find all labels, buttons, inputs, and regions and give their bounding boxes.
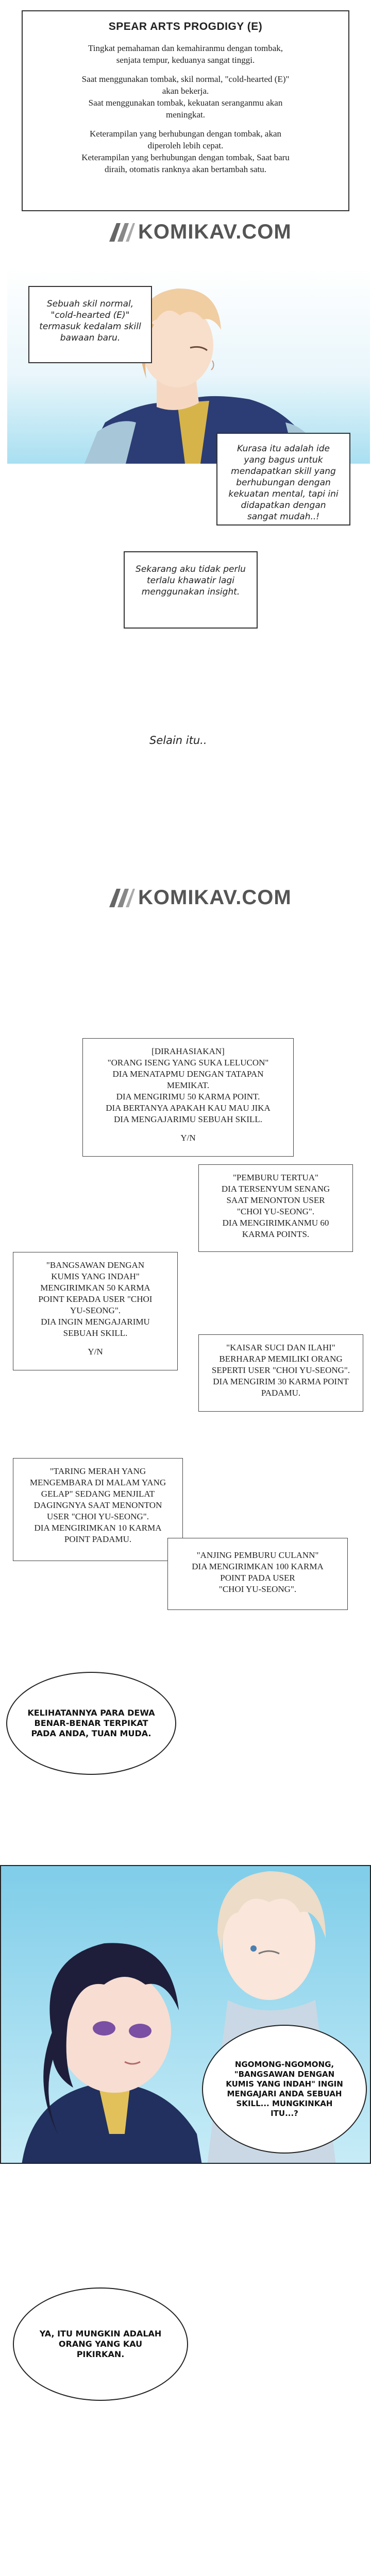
message-line: SAAT MENONTON USER	[226, 1195, 325, 1205]
message-line: DIA MENGIRIMKAN 100 KARMA	[192, 1562, 324, 1571]
message-line: POINT PADA USER	[220, 1573, 295, 1583]
speech-text: NGOMONG-NGOMONG, "BANGSAWAN DENGAN KUMIS YANG INDAH" INGIN MENGAJARI ANDA SEBUAH SKILL... MUNGKINKAH ITU...?	[226, 2060, 343, 2118]
message-line: KUMIS YANG INDAH"	[51, 1272, 140, 1281]
message-line: USER "CHOI YU-SEONG".	[47, 1512, 149, 1521]
watermark	[108, 221, 292, 244]
message-line: DIA TERSENYUM SENANG	[221, 1184, 330, 1194]
message-line: "ORANG ISENG YANG SUKA LELUCON"	[107, 1058, 269, 1067]
message-line: DIA BERTANYA APAKAH KAU MAU JIKA	[106, 1103, 271, 1113]
message-line: "TARING MERAH YANG	[49, 1466, 146, 1476]
skill-line: Keterampilan yang berhubungan dengan tombak, Saat baru	[81, 152, 290, 162]
message-line: "KAISAR SUCI DAN ILAHI"	[226, 1343, 335, 1352]
skill-title: SPEAR ARTS PROGDIGY (E)	[108, 21, 263, 32]
komikav-logo-icon	[108, 222, 135, 243]
skill-description-box	[22, 10, 349, 211]
message-line: DIA INGIN MENGAJARIMU	[41, 1317, 150, 1327]
narration-box-2	[216, 433, 350, 526]
message-line: POINT PADAMU.	[64, 1534, 132, 1544]
watermark-text: KOMIKAV.COM	[138, 886, 292, 909]
narration-box-1	[28, 286, 152, 363]
narration-text: Sekarang aku tidak perlu terlalu khawatir lagi menggunakan insight.	[136, 564, 246, 597]
watermark-text: KOMIKAV.COM	[138, 221, 292, 243]
message-line: MEMIKAT.	[166, 1080, 210, 1090]
speech-bubble-3	[13, 2287, 188, 2401]
narration-box-3	[124, 551, 258, 629]
message-line: DAGINGNYA SAAT MENONTON	[33, 1500, 162, 1510]
skill-line: Saat menggunakan tombak, kekuatan seranganmu akan	[88, 98, 283, 108]
message-line: BERHARAP MEMILIKI ORANG	[219, 1354, 343, 1364]
message-line: DIA MENGIRIMKAN 10 KARMA	[34, 1523, 162, 1533]
narration-selain: Selain itu..	[149, 734, 207, 747]
message-line: MENGEMBARA DI MALAM YANG	[29, 1478, 166, 1487]
message-line: SEPERTI USER "CHOI YU-SEONG".	[211, 1365, 350, 1375]
skill-line: Tingkat pemahaman dan kemahiranmu dengan tombak,	[88, 43, 283, 53]
speech-text: YA, ITU MUNGKIN ADALAH ORANG YANG KAU PIKIRKAN.	[39, 2329, 162, 2359]
message-line: "CHOI YU-SEONG".	[237, 1207, 315, 1216]
message-line: POINT KEPADA USER "CHOI	[38, 1294, 153, 1304]
karma-message-6	[167, 1538, 348, 1610]
skill-line: diperoleh lebih cepat.	[147, 141, 224, 150]
skill-line: akan bekerja.	[162, 86, 209, 96]
komikav-logo-icon	[108, 888, 135, 908]
message-line: "PEMBURU TERTUA"	[232, 1173, 319, 1182]
message-line: DIA MENGIRIM 30 KARMA POINT	[213, 1377, 349, 1386]
karma-message-3	[13, 1252, 178, 1370]
message-line: DIA MENGIRIMU 50 KARMA POINT.	[116, 1092, 260, 1101]
skill-line: senjata tempur, keduanya sangat tinggi.	[116, 55, 255, 65]
message-line: DIA MENGAJARIMU SEBUAH SKILL.	[113, 1114, 263, 1124]
speech-text: KELIHATANNYA PARA DEWA BENAR-BENAR TERPIKAT PADA ANDA, TUAN MUDA.	[27, 1708, 155, 1738]
message-line: PADAMU.	[261, 1388, 301, 1398]
karma-message-1	[82, 1038, 294, 1157]
message-line: "BANGSAWAN DENGAN	[46, 1260, 145, 1270]
message-line: [DIRAHASIAKAN]	[151, 1046, 225, 1056]
skill-line: diraih, otomatis ranknya akan bertambah satu.	[105, 164, 266, 174]
watermark	[108, 886, 292, 909]
skill-line: Saat menggunakan tombak, skil normal, "cold-hearted (E)"	[81, 74, 290, 84]
message-line: DIA MENATAPMU DENGAN TATAPAN	[112, 1069, 264, 1079]
yes-no-choice[interactable]: Y/N	[180, 1133, 196, 1143]
message-line: YU-SEONG".	[70, 1306, 121, 1315]
message-line: SEBUAH SKILL.	[63, 1328, 128, 1338]
speech-bubble-1	[6, 1672, 176, 1775]
message-line: KARMA POINTS.	[242, 1229, 310, 1239]
message-line: MENGIRIMKAN 50 KARMA	[40, 1283, 150, 1293]
message-line: "CHOI YU-SEONG".	[218, 1584, 297, 1594]
speech-bubble-2	[202, 2025, 367, 2154]
message-line: "ANJING PEMBURU CULANN"	[196, 1550, 319, 1560]
karma-message-4	[198, 1334, 363, 1412]
yes-no-choice[interactable]: Y/N	[88, 1347, 103, 1357]
skill-line: Keterampilan yang berhubungan dengan tombak, akan	[90, 129, 281, 139]
message-line: GELAP" SEDANG MENJILAT	[41, 1489, 155, 1499]
narration-text: Sebuah skil normal, "cold-hearted (E)" termasuk kedalam skill bawaan baru.	[39, 299, 141, 343]
message-line: DIA MENGIRIMKANMU 60	[222, 1218, 329, 1228]
karma-message-2	[198, 1164, 353, 1252]
narration-text: Kurasa itu adalah ide yang bagus untuk mendapatkan skill yang berhubungan dengan kekuatan mental, tapi ini didapatkan dengan sangat mudah..!	[228, 444, 339, 522]
skill-line: meningkat.	[165, 110, 205, 120]
karma-message-5	[13, 1458, 183, 1561]
skill-lines	[33, 42, 338, 175]
